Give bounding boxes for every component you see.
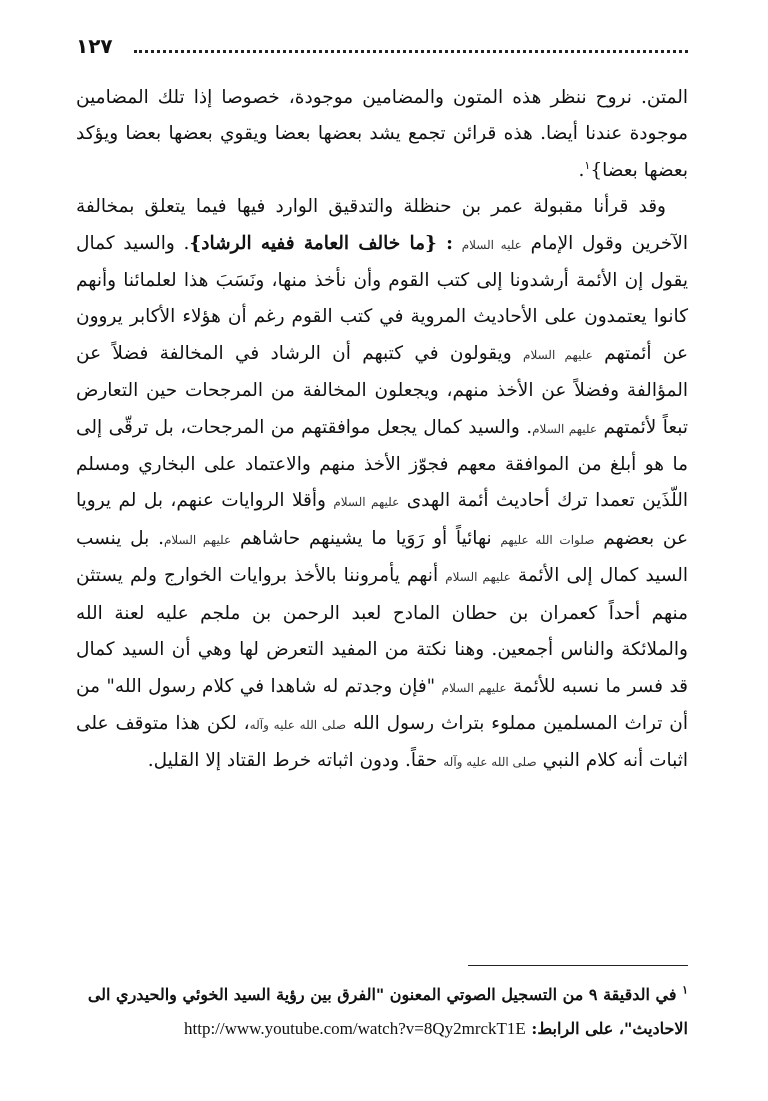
footnote-reference: ١ <box>584 158 591 172</box>
footnote-link[interactable]: http://www.youtube.com/watch?v=8Qy2mrckT1E <box>184 1019 526 1038</box>
honorific-symbol: عليهم السلام <box>333 495 400 510</box>
main-text <box>76 80 688 781</box>
paragraph-2 <box>76 189 688 781</box>
footnote-separator <box>468 965 688 966</box>
footnote <box>76 978 688 1046</box>
header-dotted-line <box>134 50 688 53</box>
paragraph-1-end: . <box>578 159 585 181</box>
paragraph-2-part-2: . والسيد كمال يقول إن الأئمة أرشدونا إلى كتب القوم وأن نأخذ منها، ونَسَبَ هذا لعلمائنا وأنهم كانوا يعتمدون على الأحاديث المروية في كتب القوم رغم أن هؤلاء الأكابر يروون عن أئمتهم <box>76 232 688 364</box>
paragraph-2-part-8: أنهم يأمروننا بالأخذ بروايات الخوارج ولم يستثن منهم أحداً كعمران بن حطان المادح لعبد الرحمن بن ملجم عليه لعنة الله والملائكة والناس أجمعين. وهنا نكتة من المفيد التعرض لها وهي أن السيد كمال قد فسر ما نسبه للأئمة <box>76 565 688 697</box>
footnote-text: في الدقيقة ٩ من التسجيل الصوتي المعنون "الفرق بين رؤية السيد الخوئي والحيدري الى الاحاديث"، على الرابط: <box>87 985 688 1038</box>
honorific-symbol: عليهم السلام <box>523 347 593 362</box>
honorific-symbol: عليهم السلام <box>441 680 507 695</box>
footnote-mark: ١ <box>682 983 688 997</box>
paragraph-2-part-10: ، لكن هذا متوقف على اثبات أنه كلام النبي <box>76 712 688 772</box>
paragraph-1-text: المتن. نروح ننظر هذه المتون والمضامين موجودة، خصوصا إذا تلك المضامين موجودة عندنا أيضا. هذه قرائن تجمع يشد بعضها بعضا ويقوي بعضها بعضا ويؤكد بعضها بعضا} <box>76 87 688 181</box>
honorific-symbol: عليه السلام <box>461 237 522 252</box>
honorific-symbol: عليهم السلام <box>163 532 232 547</box>
paragraph-2-part-4: . والسيد كمال يجعل موافقتهم من المرجحات، بل ترقّى إلى ما هو أبلغ من الموافقة معهم فجوّز الأخذ منهم والاعتماد على البخاري ومسلم اللّذَين تعمدا ترك أحاديث أئمة الهدى <box>76 416 689 512</box>
honorific-symbol: صلى الله عليه وآله <box>249 717 347 732</box>
paragraph-1 <box>76 80 688 189</box>
paragraph-2-part-5: وأقلا الروايات عنهم، بل لم يرويا عن بعضهم <box>76 490 689 549</box>
paragraph-2-part-9: "فإن وجدتم له شاهدا في كلام رسول الله" من أن تراث المسلمين مملوء بتراث رسول الله <box>76 675 688 734</box>
paragraph-2-part-6: نهائياً أو رَوَيا ما يشينهم حاشاهم <box>239 527 492 549</box>
honorific-symbol: صلى الله عليه وآله <box>443 755 537 770</box>
imam-quote: : {ما خالف العامة ففيه الرشاد} <box>189 232 453 254</box>
paragraph-2-part-1: وقد قرأنا مقبولة عمر بن حنظلة والتدقيق الوارد فيها فيما يتعلق بمخالفة الآخرين وقول الإمام <box>76 196 689 254</box>
honorific-symbol: صلوات الله عليهم <box>500 532 595 547</box>
honorific-symbol: عليهم السلام <box>445 570 511 585</box>
honorific-symbol: عليهم السلام <box>532 421 598 436</box>
paragraph-2-part-7: . بل ينسب السيد كمال إلى الأئمة <box>76 527 689 587</box>
page-header <box>76 34 688 60</box>
paragraph-2-part-3: ويقولون في كتبهم أن الرشاد في المخالفة فضلاً عن المؤالفة وفضلاً عن الأخذ منهم، ويجعلون المخالفة من المرجحات حين التعارض تبعاً لأئمتهم <box>76 342 689 438</box>
paragraph-2-part-11: حقاً. ودون اثباته خرط القتاد إلا القليل. <box>147 750 438 772</box>
page-number: ١٢٧ <box>76 34 113 58</box>
